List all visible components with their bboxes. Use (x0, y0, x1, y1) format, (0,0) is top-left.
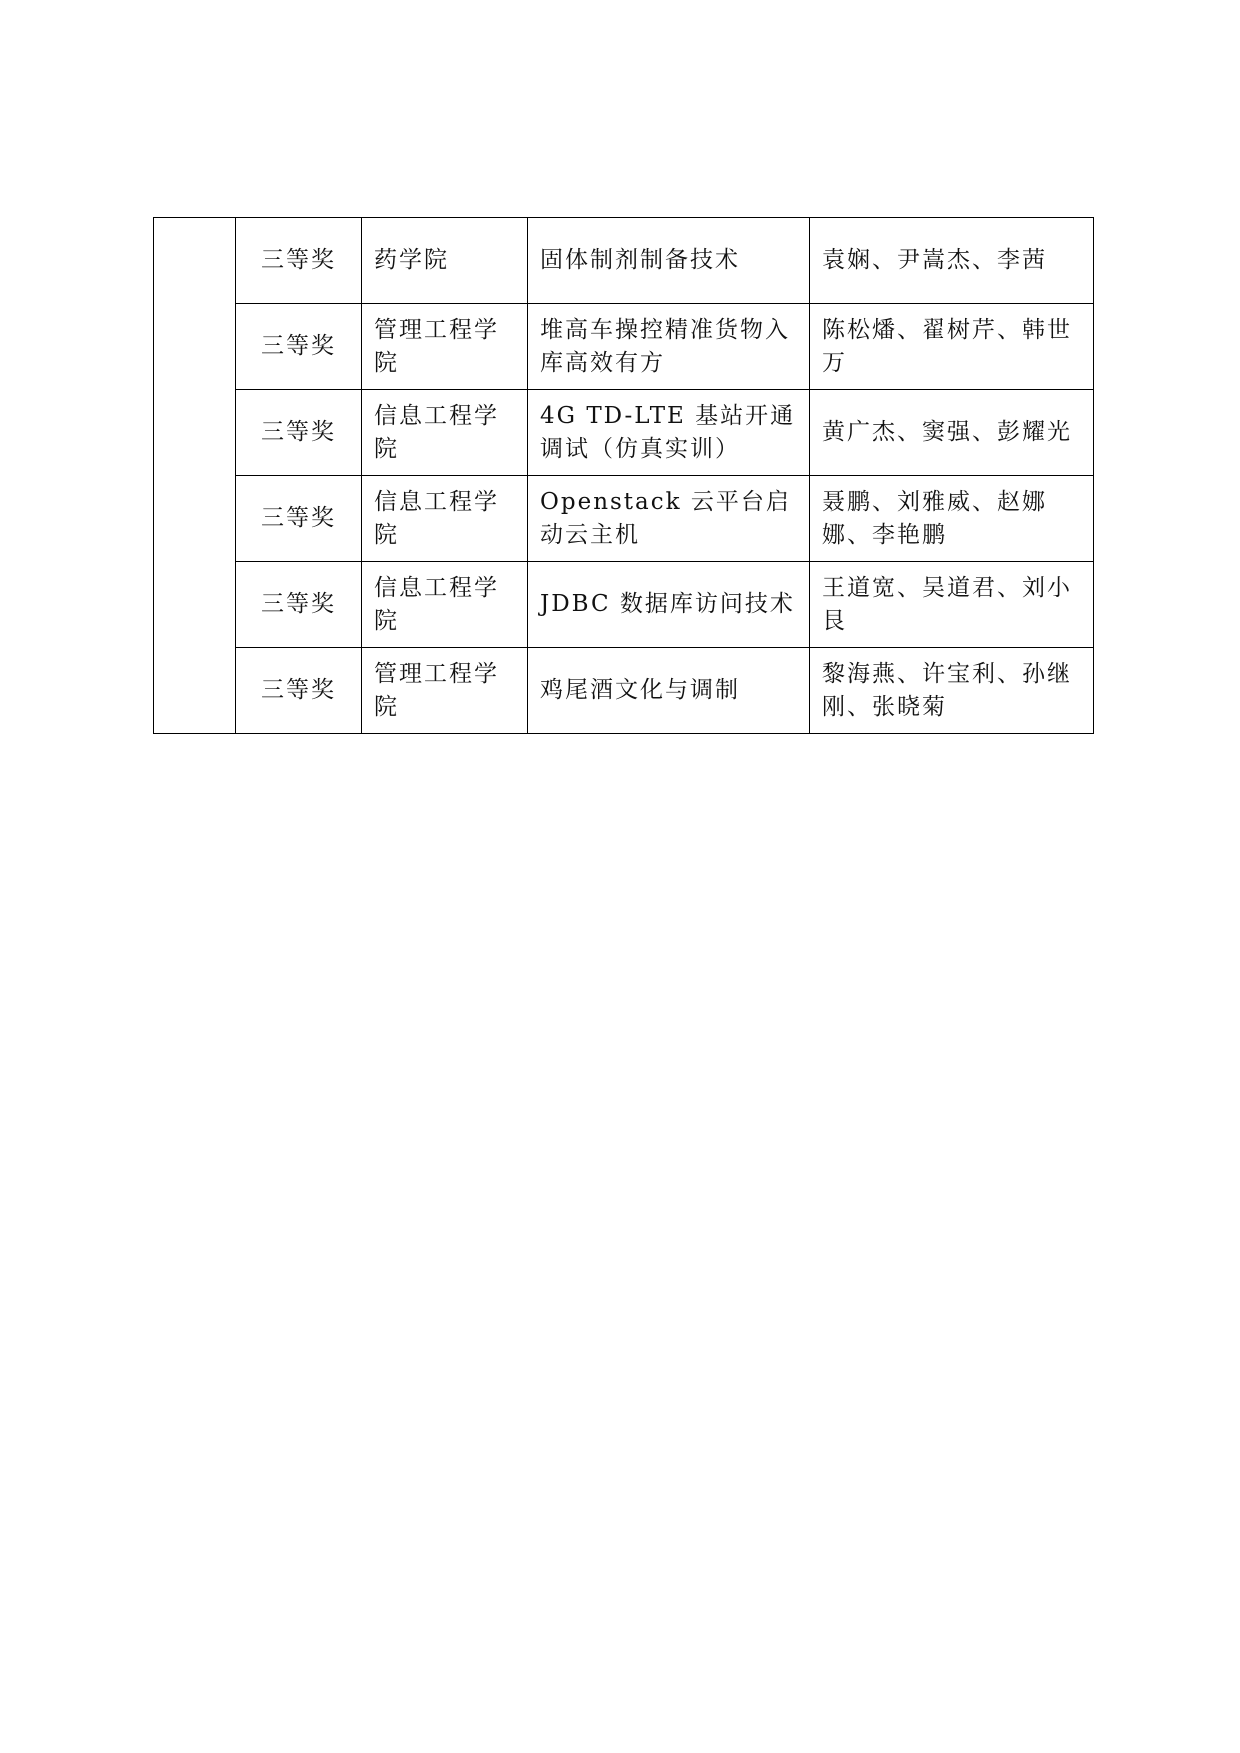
project-cell: 堆高车操控精准货物入库高效有方 (528, 304, 810, 390)
table-row (154, 218, 1094, 304)
members-cell: 黎海燕、许宝利、孙继刚、张晓菊 (810, 648, 1094, 734)
members-cell: 聂鹏、刘雅威、赵娜娜、李艳鹏 (810, 476, 1094, 562)
members-cell: 袁娴、尹嵩杰、李茜 (810, 218, 1094, 304)
award-level-cell: 三等奖 (236, 218, 362, 304)
project-cell: JDBC 数据库访问技术 (528, 562, 810, 648)
members-cell: 黄广杰、窦强、彭耀光 (810, 390, 1094, 476)
table-row (154, 390, 1094, 476)
table-row (154, 476, 1094, 562)
college-cell: 信息工程学院 (362, 476, 528, 562)
category-cell (154, 218, 236, 734)
project-cell: 4G TD-LTE 基站开通调试（仿真实训） (528, 390, 810, 476)
college-cell: 管理工程学院 (362, 648, 528, 734)
table-row (154, 304, 1094, 390)
project-cell: 固体制剂制备技术 (528, 218, 810, 304)
award-level-cell: 三等奖 (236, 304, 362, 390)
awards-table (153, 217, 1094, 734)
members-cell: 陈松燔、翟树芹、韩世万 (810, 304, 1094, 390)
college-cell: 信息工程学院 (362, 390, 528, 476)
project-cell: Openstack 云平台启动云主机 (528, 476, 810, 562)
college-cell: 药学院 (362, 218, 528, 304)
project-cell: 鸡尾酒文化与调制 (528, 648, 810, 734)
college-cell: 信息工程学院 (362, 562, 528, 648)
award-level-cell: 三等奖 (236, 562, 362, 648)
award-level-cell: 三等奖 (236, 390, 362, 476)
members-cell: 王道宽、吴道君、刘小艮 (810, 562, 1094, 648)
award-level-cell: 三等奖 (236, 476, 362, 562)
table-row (154, 562, 1094, 648)
college-cell: 管理工程学院 (362, 304, 528, 390)
table-row (154, 648, 1094, 734)
award-level-cell: 三等奖 (236, 648, 362, 734)
